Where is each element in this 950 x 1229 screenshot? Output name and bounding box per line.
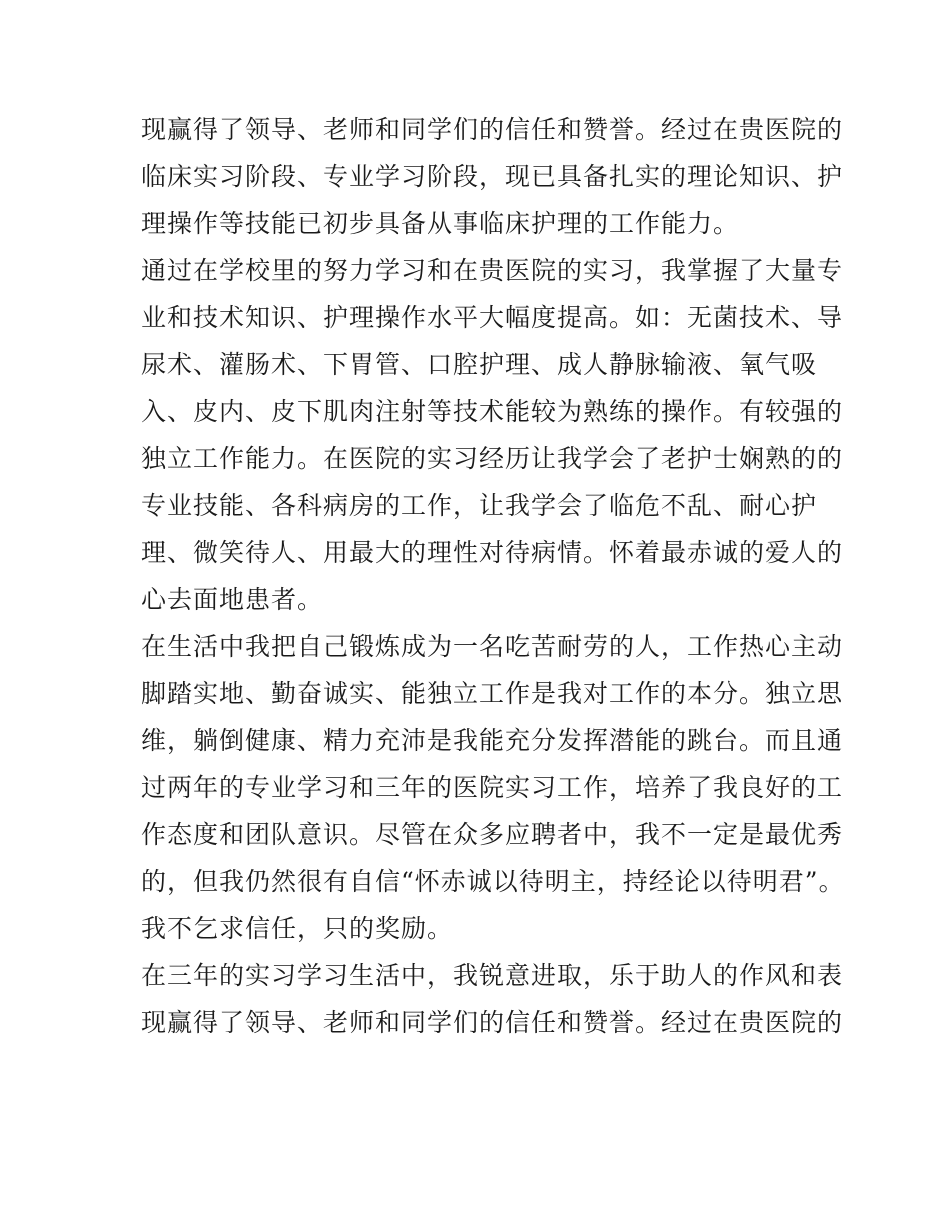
text-line-17: 的，但我仍然很有自信“怀赤诚以待明主，持经论以待明君”。 (141, 867, 845, 896)
text-line-5: 业和技术知识、护理操作水平大幅度提高。如：无菌技术、导 (141, 303, 844, 332)
text-line-15: 过两年的专业学习和三年的医院实习工作，培养了我良好的工 (141, 773, 844, 802)
text-line-20: 现赢得了领导、老师和同学们的信任和赞誉。经过在贵医院的 (141, 1008, 844, 1037)
text-line-3: 理操作等技能已初步具备从事临床护理的工作能力。 (141, 209, 740, 238)
text-line-14: 维，躺倒健康、精力充沛是我能充分发挥潜能的跳台。而且通 (141, 726, 844, 755)
text-line-9: 专业技能、各科病房的工作，让我学会了临危不乱、耐心护 (141, 491, 818, 520)
text-line-11: 心去面地患者。 (141, 585, 324, 614)
text-line-10: 理、微笑待人、用最大的理性对待病情。怀着最赤诚的爱人的 (141, 538, 844, 567)
text-line-18: 我不乞求信任，只的奖励。 (141, 914, 454, 943)
text-line-1: 现赢得了领导、老师和同学们的信任和赞誉。经过在贵医院的 (141, 115, 844, 144)
text-line-2: 临床实习阶段、专业学习阶段，现已具备扎实的理论知识、护 (141, 162, 844, 191)
text-line-16: 作态度和团队意识。尽管在众多应聘者中，我不一定是最优秀 (141, 820, 844, 849)
text-line-7: 入、皮内、皮下肌肉注射等技术能较为熟练的操作。有较强的 (141, 397, 844, 426)
text-line-8: 独立工作能力。在医院的实习经历让我学会了老护士娴熟的的 (141, 444, 844, 473)
text-line-13: 脚踏实地、勤奋诚实、能独立工作是我对工作的本分。独立思 (141, 679, 844, 708)
text-line-6: 尿术、灌肠术、下胃管、口腔护理、成人静脉输液、氧气吸 (141, 350, 818, 379)
text-line-4: 通过在学校里的努力学习和在贵医院的实习，我掌握了大量专 (141, 256, 844, 285)
body-text (141, 106, 845, 1046)
text-line-12: 在生活中我把自己锻炼成为一名吃苦耐劳的人，工作热心主动 (141, 632, 844, 661)
text-line-19: 在三年的实习学习生活中，我锐意进取，乐于助人的作风和表 (141, 961, 844, 990)
